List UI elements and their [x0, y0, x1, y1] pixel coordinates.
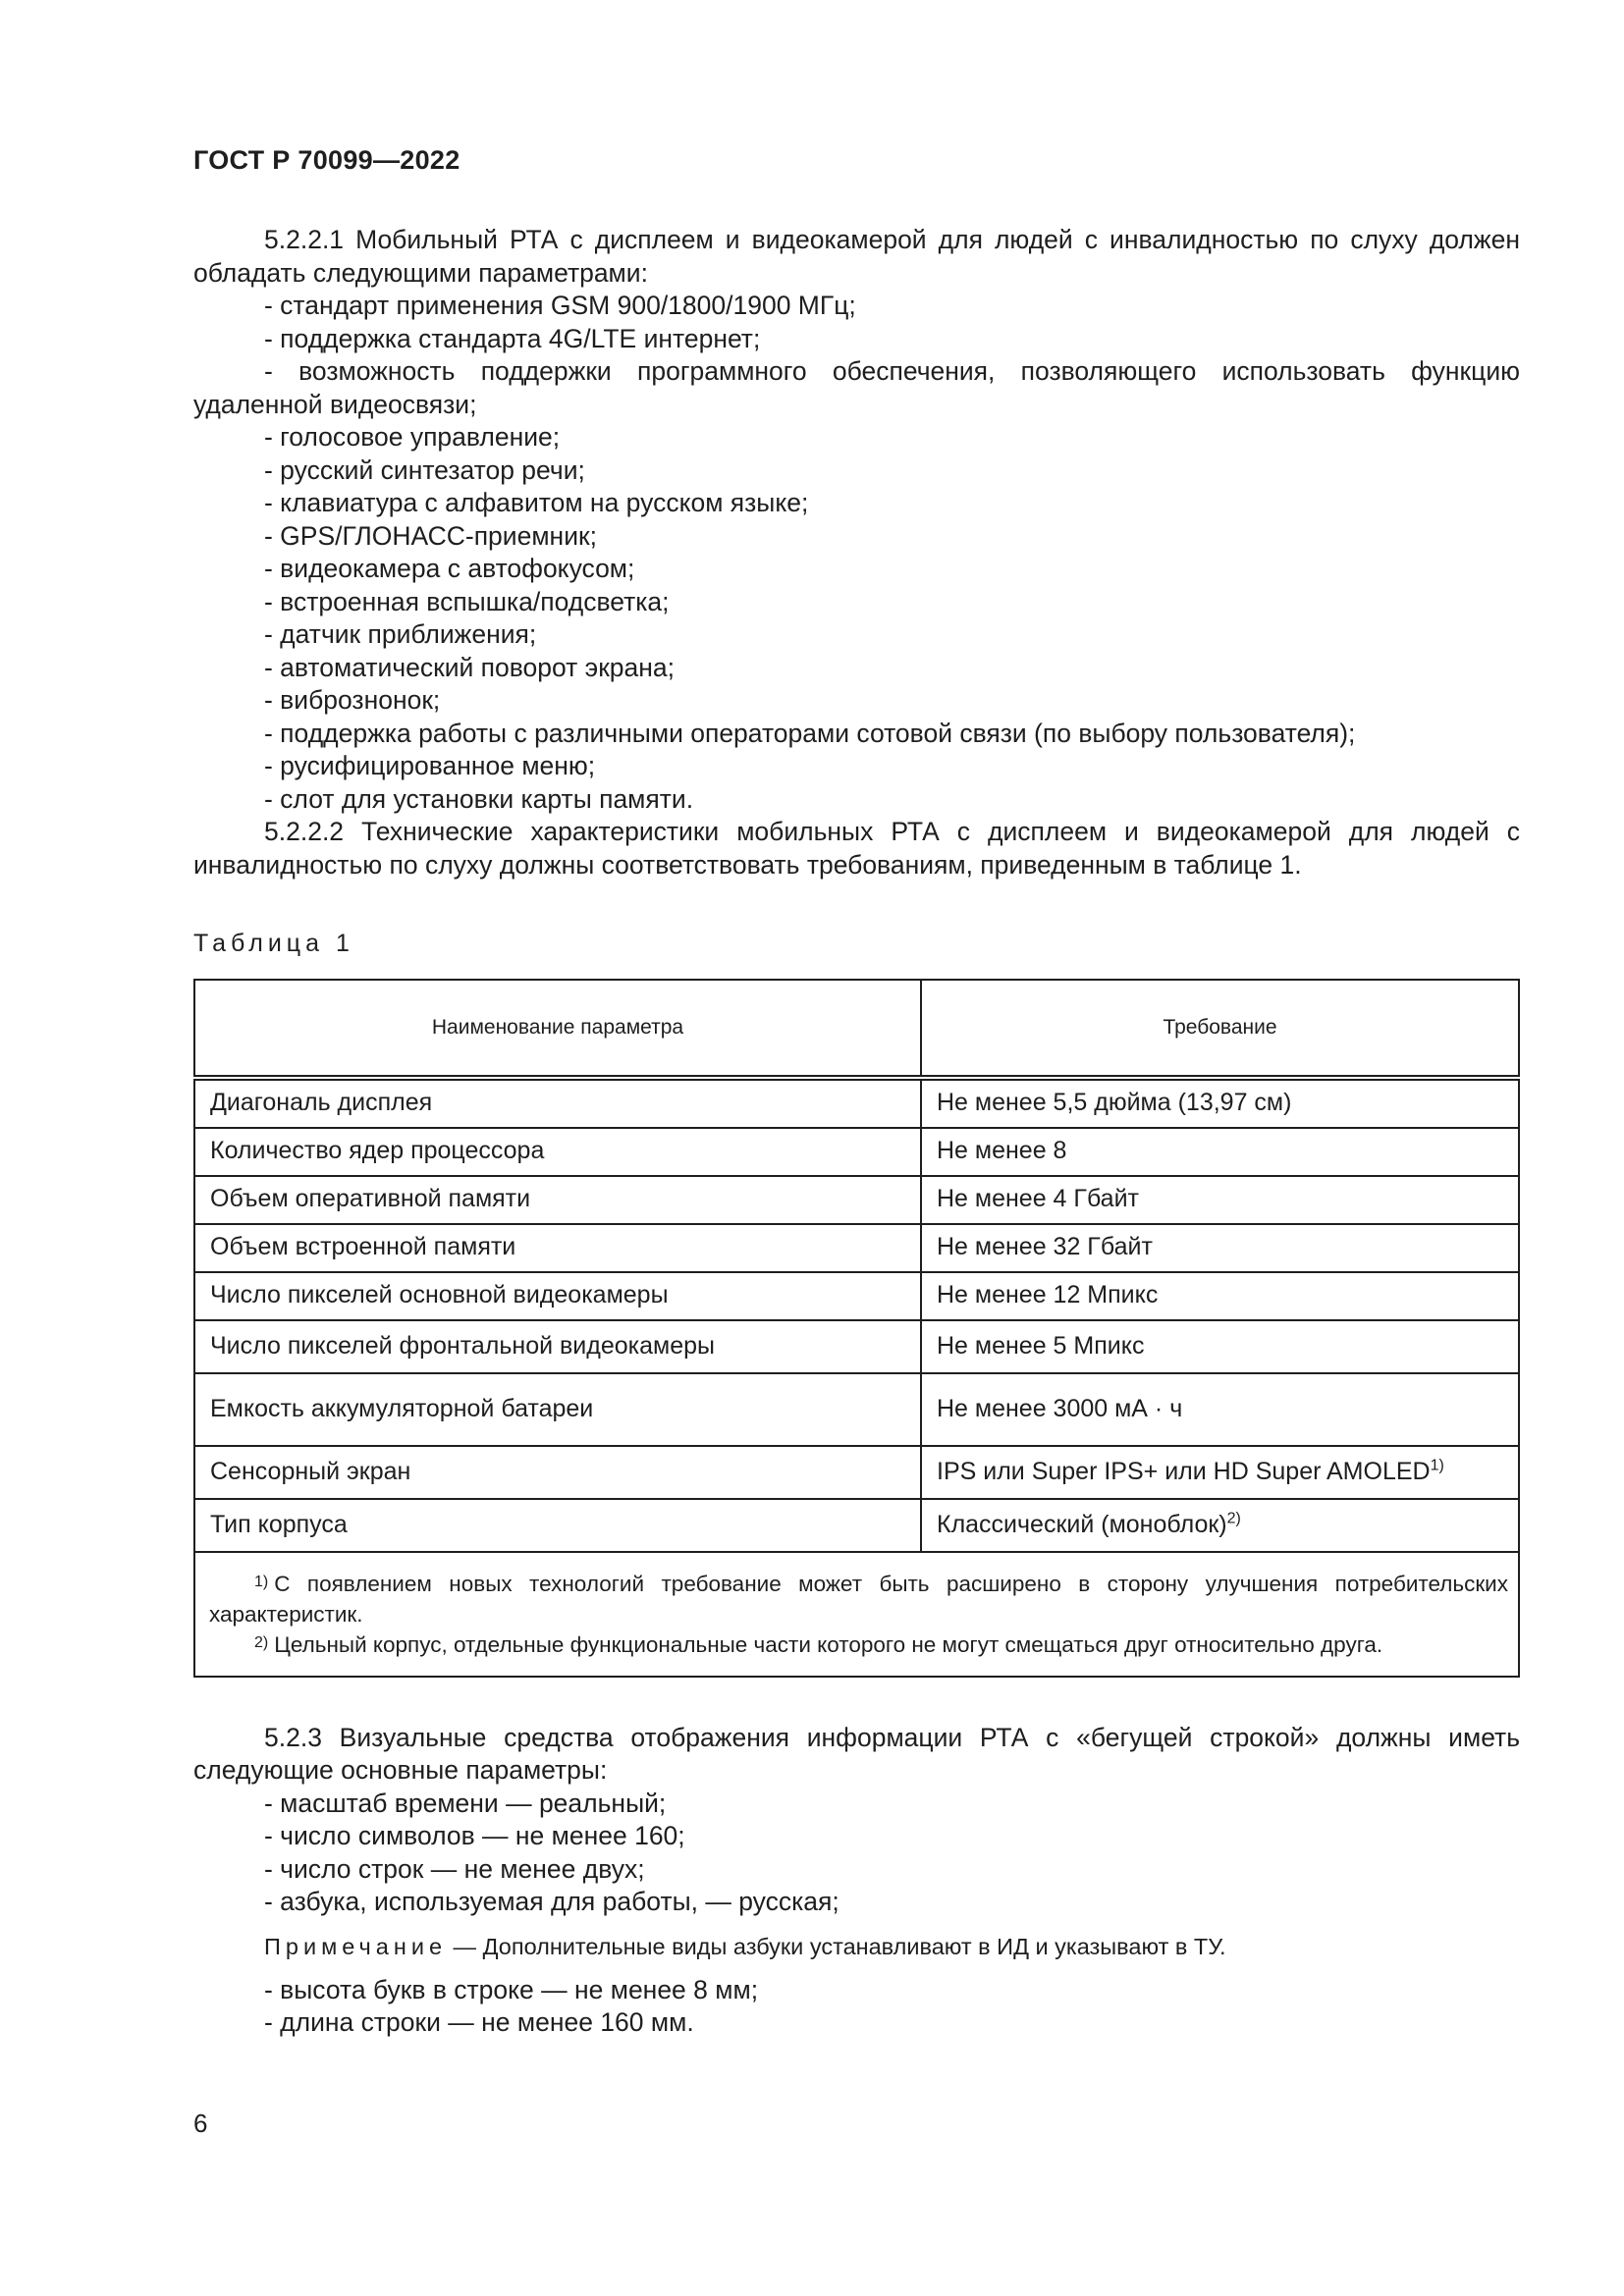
list-item: - стандарт применения GSM 900/1800/1900 МГц; [264, 291, 856, 320]
cell-parameter: Тип корпуса [194, 1499, 921, 1552]
list-item: - встроенная вспышка/подсветка; [264, 586, 670, 616]
cell-parameter: Емкость аккумуляторной батареи [194, 1373, 921, 1446]
list-item: - азбука, используемая для работы, — русская; [264, 1887, 839, 1916]
page-number: 6 [193, 2109, 208, 2138]
cell-parameter: Число пикселей фронтальной видеокамеры [194, 1320, 921, 1373]
footnote-mark: 1) [254, 1573, 269, 1590]
table-header-row [194, 980, 1519, 1078]
table-row [194, 1176, 1519, 1224]
list-item: - автоматический поворот экрана; [264, 652, 675, 682]
list-item: - русифицированное меню; [264, 751, 596, 780]
list-item: - поддержка стандарта 4G/LTE интернет; [264, 323, 761, 353]
list-item: - датчик приближения; [264, 619, 537, 649]
footnote-text: С появлением новых технологий требование может быть расширено в сторону улучшения потребительских характеристик. [209, 1571, 1508, 1627]
page-content [193, 224, 1520, 2040]
section-5-2-3-intro: 5.2.3 Визуальные средства отображения информации РТА с «бегущей строкой» должны иметь следующие основные параметры: [193, 1722, 1520, 1785]
cell-parameter: Объем оперативной памяти [194, 1176, 921, 1224]
note-label: Примечание [264, 1933, 448, 1959]
list-item: - GPS/ГЛОНАСС-приемник; [264, 520, 597, 551]
list-item: - число строк — не менее двух; [264, 1853, 645, 1884]
cell-requirement: Не менее 3000 мА · ч [921, 1373, 1519, 1446]
cell-requirement: Не менее 5 Мпикс [921, 1320, 1519, 1373]
table-row [194, 1128, 1519, 1176]
spec-table [193, 979, 1520, 1678]
list-item: - длина строки — не менее 160 мм. [264, 2007, 694, 2037]
section-5-2-3-list-b [193, 1974, 1520, 2040]
list-item: - число символов — не менее 160; [264, 1821, 685, 1850]
footnote-ref: 1) [1430, 1457, 1444, 1474]
footnote-text: Цельный корпус, отдельные функциональные части которого не могут смещаться друг относительно друга. [274, 1631, 1383, 1657]
footnote [209, 1569, 1508, 1629]
table-row [194, 1373, 1519, 1446]
footnote-ref: 2) [1226, 1510, 1241, 1527]
requirement-text: Классический (моноблок) [937, 1510, 1227, 1538]
requirement-text: IPS или Super IPS+ или HD Super AMOLED [937, 1457, 1431, 1485]
note [193, 1927, 1520, 1966]
section-5-2-2-1-intro: 5.2.2.1 Мобильный РТА с дисплеем и видеокамерой для людей с инвалидностью по слуху должен обладать следующими параметрами: [193, 225, 1520, 288]
list-item: - возможность поддержки программного обеспечения, позволяющего использовать функцию удаленной видеосвязи; [193, 356, 1520, 419]
list-item: - видеокамера с автофокусом; [264, 554, 635, 583]
note-text: — Дополнительные виды азбуки устанавливают в ИД и указывают в ТУ. [447, 1933, 1226, 1959]
table-row [194, 1499, 1519, 1552]
list-item: - масштаб времени — реальный; [264, 1788, 667, 1818]
table-row [194, 1078, 1519, 1128]
list-item: - голосовое управление; [264, 422, 561, 452]
cell-requirement [921, 1446, 1519, 1499]
header-cell-requirement: Требование [921, 980, 1519, 1078]
section-5-2-2-1-list [193, 290, 1520, 816]
cell-parameter: Объем встроенной памяти [194, 1224, 921, 1272]
cell-requirement: Не менее 8 [921, 1128, 1519, 1176]
list-item: - слот для установки карты памяти. [264, 783, 694, 814]
section-5-2-3-list-a [193, 1788, 1520, 1919]
cell-requirement [921, 1499, 1519, 1552]
cell-requirement: Не менее 4 Гбайт [921, 1176, 1519, 1224]
list-item: - поддержка работы с различными операторами сотовой связи (по выбору пользователя); [264, 718, 1356, 748]
table-row [194, 1224, 1519, 1272]
list-item: - высота букв в строке — не менее 8 мм; [264, 1974, 759, 2004]
document-header: ГОСТ Р 70099—2022 [193, 145, 460, 175]
list-item: - клавиатура с алфавитом на русском языке; [264, 488, 809, 517]
footnote [209, 1629, 1508, 1660]
cell-requirement: Не менее 32 Гбайт [921, 1224, 1519, 1272]
section-5-2-2-2-text: 5.2.2.2 Технические характеристики мобильных РТА с дисплеем и видеокамерой для людей с инвалидностью по слуху должны соответствовать требованиям, приведенным в таблице 1. [193, 817, 1520, 880]
table-caption: Таблица 1 [193, 930, 354, 957]
list-item: - русский синтезатор речи; [264, 454, 585, 485]
table-row [194, 1320, 1519, 1373]
table-footnotes-row [194, 1552, 1519, 1677]
cell-requirement: Не менее 12 Мпикс [921, 1272, 1519, 1320]
cell-parameter: Диагональ дисплея [194, 1078, 921, 1128]
cell-parameter: Количество ядер процессора [194, 1128, 921, 1176]
cell-requirement: Не менее 5,5 дюйма (13,97 см) [921, 1078, 1519, 1128]
footnote-mark: 2) [254, 1633, 269, 1651]
table-row [194, 1446, 1519, 1499]
cell-parameter: Сенсорный экран [194, 1446, 921, 1499]
header-cell-parameter: Наименование параметра [194, 980, 921, 1078]
list-item: - вибрознонок; [264, 685, 441, 715]
table-row [194, 1272, 1519, 1320]
table-footnotes [194, 1552, 1519, 1677]
cell-parameter: Число пикселей основной видеокамеры [194, 1272, 921, 1320]
